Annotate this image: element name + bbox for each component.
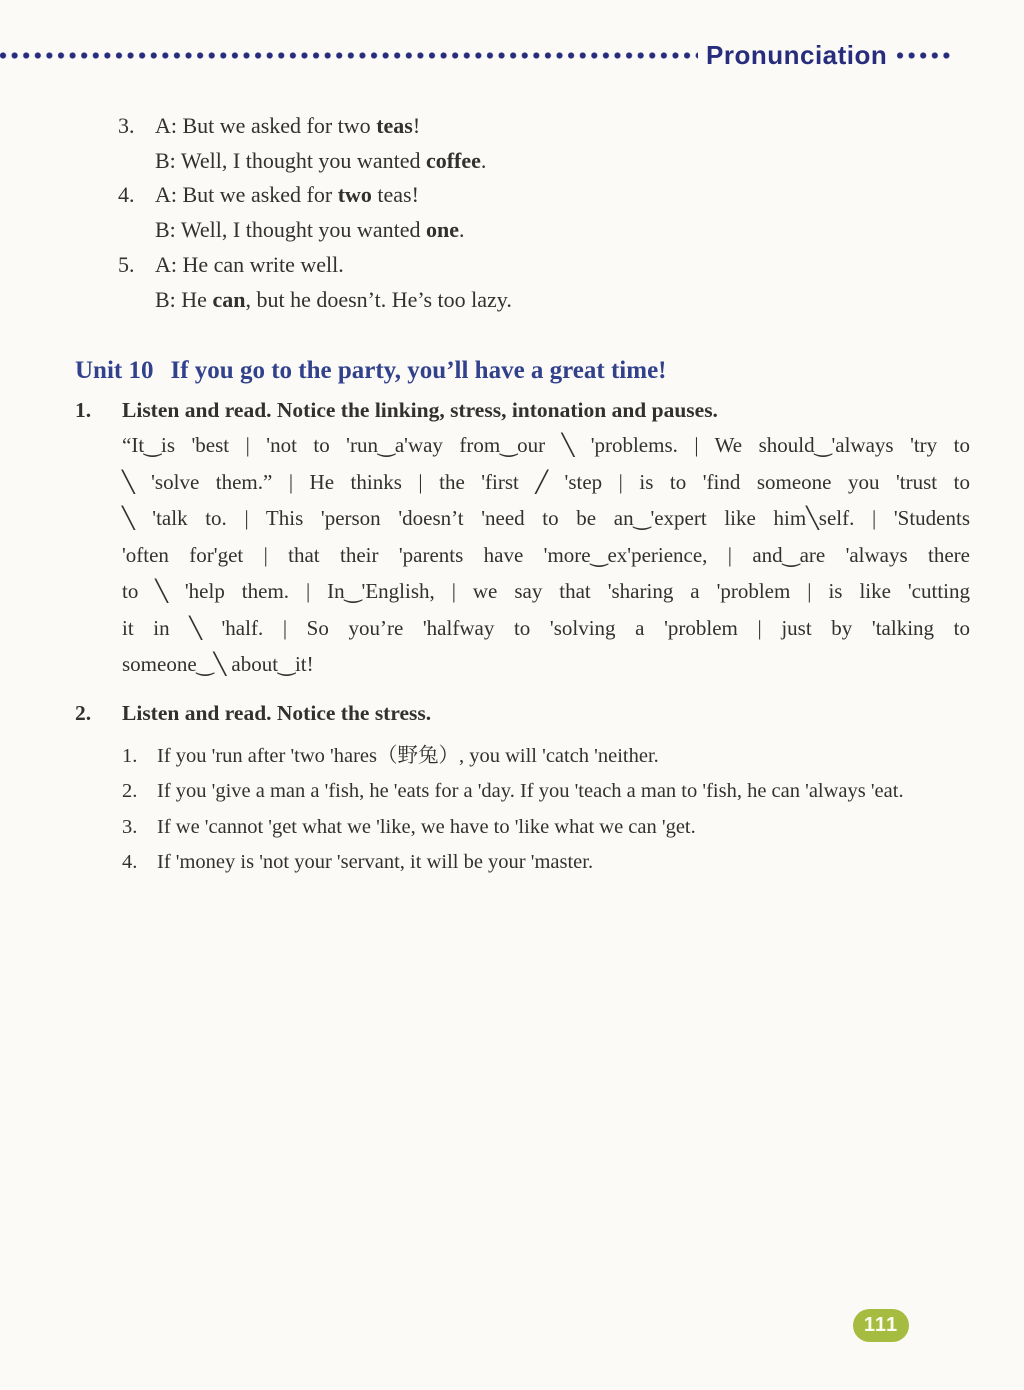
dialogue-stressed-word: can	[212, 286, 246, 312]
dialogue-number: 4.	[118, 182, 135, 208]
dialogue-stressed-word: teas	[376, 113, 413, 138]
dialogue-text: teas!	[371, 182, 419, 208]
dialogue-text: !	[412, 113, 421, 138]
dialogue-text: .	[458, 217, 465, 243]
dialogue-text: A: But we asked for	[155, 182, 338, 208]
dialogue-line-a	[155, 248, 512, 283]
stress-sentence-3	[122, 810, 1024, 845]
section1-heading-text: Listen and read. Notice the linking, stress, intonation and pauses.	[122, 398, 718, 423]
unit-heading	[75, 357, 1024, 385]
header-title: Pronunciation	[706, 40, 888, 70]
list-item-text: If 'money is 'not your 'servant, it will be your 'master.	[157, 850, 594, 873]
list-item-number: 2.	[122, 780, 138, 803]
dialogue-stressed-word: two	[337, 182, 372, 208]
unit-label: Unit 10	[75, 357, 154, 385]
dialogue-lines	[155, 178, 464, 247]
page-header	[0, 0, 1024, 71]
dialogue-item-3	[118, 109, 1024, 178]
dialogue-text: , but he doesn’t. He’s too lazy.	[245, 286, 512, 312]
stress-sentence-2	[122, 774, 1024, 809]
dialogue-item-5	[118, 248, 1024, 317]
stress-sentence-4	[122, 845, 1024, 880]
list-item-number: 1.	[122, 744, 138, 767]
dialogue-text: A: He can write well.	[155, 251, 344, 277]
section2-heading-text: Listen and read. Notice the stress.	[122, 700, 432, 725]
section1-number: 1.	[75, 398, 92, 423]
unit-title: If you go to the party, you’ll have a great time!	[170, 357, 667, 385]
dialogue-item-4	[118, 178, 1024, 247]
dialogue-line-b	[155, 213, 464, 248]
list-item-number: 4.	[122, 850, 138, 873]
dialogue-line-a	[155, 178, 464, 213]
dialogue-list	[118, 109, 1024, 317]
section2-number: 2.	[75, 700, 92, 725]
passage-line-5: to ╲ 'help them. | In‿'English, | we say that 'sharing a 'problem | is like 'cutting	[122, 579, 970, 604]
stress-sentence-list	[122, 739, 1024, 881]
passage-line-3: ╲ 'talk to. | This 'person 'doesn’t 'need to be an‿'expert like him╲self. | 'Students	[122, 506, 970, 531]
dialogue-text: B: Well, I thought you wanted	[155, 217, 426, 243]
page-number-badge: 111	[853, 1309, 909, 1342]
passage-line-1: “It‿is 'best | 'not to 'run‿a'way from‿our ╲ 'problems. | We should‿'always 'try to	[122, 433, 970, 458]
pronunciation-passage	[122, 427, 970, 683]
list-item-text: If you 'give a man a 'fish, he 'eats for a 'day. If you 'teach a man to 'fish, he can 'always 'eat.	[157, 780, 904, 803]
list-item-number: 3.	[122, 815, 138, 838]
section1-heading	[75, 398, 1024, 423]
passage-line-4: 'often for'get | that their 'parents have 'more‿ex'perience, | and‿are 'always there	[122, 542, 970, 567]
dialogue-text: .	[480, 147, 487, 173]
dotted-line-left	[0, 52, 698, 59]
dialogue-text: B: He	[155, 286, 213, 312]
list-item-text: If we 'cannot 'get what we 'like, we have to 'like what we can 'get.	[157, 815, 696, 838]
dialogue-line-b	[155, 283, 512, 318]
passage-line-6: it in ╲ 'half. | So you’re 'halfway to 'solving a 'problem | just by 'talking to	[122, 615, 970, 640]
dialogue-text: B: Well, I thought you wanted	[155, 147, 426, 173]
dotted-line-right	[897, 52, 955, 59]
dialogue-line-b	[155, 144, 486, 179]
stress-sentence-1	[122, 739, 1024, 774]
passage-line-7: someone‿╲ about‿it!	[122, 652, 314, 677]
dialogue-number: 3.	[118, 113, 135, 138]
dialogue-line-a	[155, 109, 486, 144]
dialogue-text: A: But we asked for two	[155, 113, 377, 138]
section2-heading	[75, 701, 1024, 726]
dialogue-number: 5.	[118, 251, 135, 277]
list-item-text: If you 'run after 'two 'hares（野兔）, you will 'catch 'neither.	[157, 744, 659, 767]
dialogue-lines	[155, 109, 486, 178]
dialogue-lines	[155, 248, 512, 317]
dialogue-stressed-word: coffee	[425, 147, 481, 173]
dialogue-stressed-word: one	[425, 217, 459, 243]
passage-line-2: ╲ 'solve them.” | He thinks | the 'first ╱ 'step | is to 'find someone you 'trust to	[122, 469, 970, 494]
